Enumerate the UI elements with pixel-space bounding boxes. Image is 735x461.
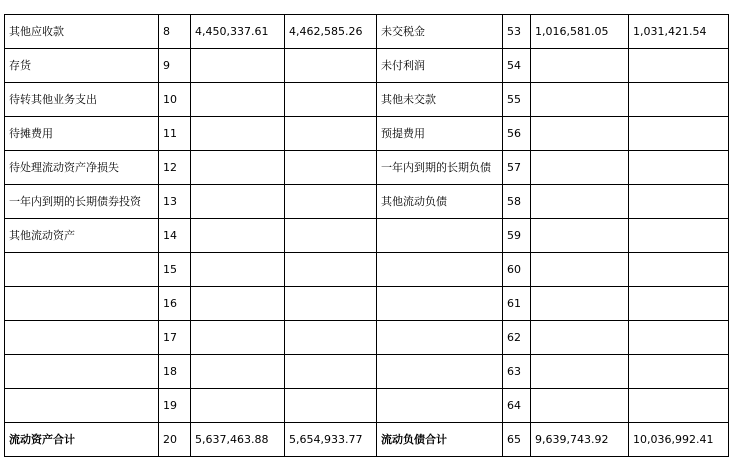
liab-line-cell[interactable]: 58 xyxy=(503,185,531,219)
table-row xyxy=(5,49,729,83)
liab-line-cell[interactable]: 54 xyxy=(503,49,531,83)
table-row xyxy=(5,83,729,117)
table-row xyxy=(5,253,729,287)
liab-label-cell[interactable]: 预提费用 xyxy=(377,117,503,151)
liab-line-cell[interactable]: 62 xyxy=(503,321,531,355)
liab-line-cell[interactable]: 59 xyxy=(503,219,531,253)
liab-label-cell[interactable] xyxy=(377,253,503,287)
liab-begin-cell[interactable] xyxy=(531,253,629,287)
asset-label-cell[interactable]: 待摊费用 xyxy=(5,117,159,151)
liab-label-cell[interactable] xyxy=(377,321,503,355)
liab-begin-cell[interactable] xyxy=(531,83,629,117)
asset-begin-cell[interactable] xyxy=(191,219,285,253)
liab-end-cell[interactable] xyxy=(629,151,729,185)
liab-label-cell[interactable] xyxy=(377,219,503,253)
table-row xyxy=(5,185,729,219)
liab-begin-cell[interactable]: 9,639,743.92 xyxy=(531,423,629,457)
asset-end-cell[interactable] xyxy=(285,219,377,253)
liab-end-cell[interactable] xyxy=(629,83,729,117)
balance-sheet-table xyxy=(4,14,729,457)
asset-end-cell[interactable] xyxy=(285,287,377,321)
asset-label-cell[interactable]: 其他应收款 xyxy=(5,15,159,49)
liab-line-cell[interactable]: 65 xyxy=(503,423,531,457)
asset-begin-cell[interactable] xyxy=(191,185,285,219)
liab-end-cell[interactable] xyxy=(629,185,729,219)
asset-line-cell[interactable]: 14 xyxy=(159,219,191,253)
liab-label-cell[interactable] xyxy=(377,355,503,389)
liab-end-cell[interactable] xyxy=(629,287,729,321)
asset-end-cell[interactable] xyxy=(285,49,377,83)
total-row xyxy=(5,423,729,457)
asset-total-label[interactable]: 流动资产合计 xyxy=(5,423,159,457)
liab-end-cell[interactable] xyxy=(629,219,729,253)
table-row xyxy=(5,321,729,355)
asset-begin-cell[interactable] xyxy=(191,355,285,389)
liab-line-cell[interactable]: 63 xyxy=(503,355,531,389)
liab-end-cell[interactable] xyxy=(629,253,729,287)
liab-label-cell[interactable] xyxy=(377,287,503,321)
asset-line-cell[interactable]: 11 xyxy=(159,117,191,151)
asset-line-cell[interactable]: 18 xyxy=(159,355,191,389)
asset-end-cell[interactable] xyxy=(285,355,377,389)
table-row xyxy=(5,389,729,423)
liab-line-cell[interactable]: 53 xyxy=(503,15,531,49)
liab-begin-cell[interactable] xyxy=(531,219,629,253)
asset-line-cell[interactable]: 16 xyxy=(159,287,191,321)
asset-end-cell[interactable] xyxy=(285,389,377,423)
liab-line-cell[interactable]: 55 xyxy=(503,83,531,117)
asset-line-cell[interactable]: 9 xyxy=(159,49,191,83)
asset-begin-cell[interactable] xyxy=(191,253,285,287)
liab-label-cell[interactable]: 其他未交款 xyxy=(377,83,503,117)
asset-end-cell[interactable]: 5,654,933.77 xyxy=(285,423,377,457)
liab-begin-cell[interactable] xyxy=(531,49,629,83)
liab-line-cell[interactable]: 60 xyxy=(503,253,531,287)
asset-label-cell[interactable] xyxy=(5,355,159,389)
liab-total-label[interactable]: 流动负债合计 xyxy=(377,423,503,457)
asset-label-cell[interactable]: 待转其他业务支出 xyxy=(5,83,159,117)
asset-begin-cell[interactable] xyxy=(191,321,285,355)
liab-begin-cell[interactable] xyxy=(531,185,629,219)
asset-end-cell[interactable] xyxy=(285,321,377,355)
liab-line-cell[interactable]: 57 xyxy=(503,151,531,185)
asset-end-cell[interactable] xyxy=(285,151,377,185)
table-row xyxy=(5,151,729,185)
liab-end-cell[interactable] xyxy=(629,49,729,83)
liab-end-cell[interactable]: 10,036,992.41 xyxy=(629,423,729,457)
liab-label-cell[interactable]: 一年内到期的长期负债 xyxy=(377,151,503,185)
liab-begin-cell[interactable]: 1,016,581.05 xyxy=(531,15,629,49)
table-row xyxy=(5,219,729,253)
asset-begin-cell[interactable]: 4,450,337.61 xyxy=(191,15,285,49)
asset-line-cell[interactable]: 8 xyxy=(159,15,191,49)
liab-end-cell[interactable] xyxy=(629,389,729,423)
liab-line-cell[interactable]: 64 xyxy=(503,389,531,423)
liab-end-cell[interactable] xyxy=(629,355,729,389)
liab-begin-cell[interactable] xyxy=(531,287,629,321)
liab-begin-cell[interactable] xyxy=(531,151,629,185)
asset-end-cell[interactable] xyxy=(285,117,377,151)
asset-end-cell[interactable] xyxy=(285,83,377,117)
liab-end-cell[interactable]: 1,031,421.54 xyxy=(629,15,729,49)
liab-label-cell[interactable]: 其他流动负债 xyxy=(377,185,503,219)
liab-label-cell[interactable]: 未交税金 xyxy=(377,15,503,49)
table-row xyxy=(5,287,729,321)
liab-line-cell[interactable]: 61 xyxy=(503,287,531,321)
table-row xyxy=(5,355,729,389)
asset-begin-cell[interactable] xyxy=(191,151,285,185)
asset-label-cell[interactable]: 其他流动资产 xyxy=(5,219,159,253)
liab-end-cell[interactable] xyxy=(629,321,729,355)
asset-label-cell[interactable] xyxy=(5,253,159,287)
asset-label-cell[interactable]: 一年内到期的长期债券投资 xyxy=(5,185,159,219)
asset-label-cell[interactable] xyxy=(5,321,159,355)
liab-label-cell[interactable]: 未付利润 xyxy=(377,49,503,83)
asset-line-cell[interactable]: 12 xyxy=(159,151,191,185)
asset-label-cell[interactable] xyxy=(5,389,159,423)
asset-end-cell[interactable]: 4,462,585.26 xyxy=(285,15,377,49)
table-row xyxy=(5,15,729,49)
liab-begin-cell[interactable] xyxy=(531,321,629,355)
asset-begin-cell[interactable] xyxy=(191,389,285,423)
asset-begin-cell[interactable]: 5,637,463.88 xyxy=(191,423,285,457)
asset-label-cell[interactable]: 待处理流动资产净损失 xyxy=(5,151,159,185)
liab-end-cell[interactable] xyxy=(629,117,729,151)
asset-line-cell[interactable]: 13 xyxy=(159,185,191,219)
asset-line-cell[interactable]: 15 xyxy=(159,253,191,287)
asset-begin-cell[interactable] xyxy=(191,49,285,83)
asset-begin-cell[interactable] xyxy=(191,83,285,117)
asset-line-cell[interactable]: 20 xyxy=(159,423,191,457)
liab-begin-cell[interactable] xyxy=(531,389,629,423)
liab-begin-cell[interactable] xyxy=(531,117,629,151)
asset-line-cell[interactable]: 10 xyxy=(159,83,191,117)
liab-label-cell[interactable] xyxy=(377,389,503,423)
asset-end-cell[interactable] xyxy=(285,185,377,219)
asset-label-cell[interactable]: 存货 xyxy=(5,49,159,83)
asset-line-cell[interactable]: 19 xyxy=(159,389,191,423)
asset-begin-cell[interactable] xyxy=(191,287,285,321)
liab-begin-cell[interactable] xyxy=(531,355,629,389)
asset-begin-cell[interactable] xyxy=(191,117,285,151)
asset-line-cell[interactable]: 17 xyxy=(159,321,191,355)
asset-label-cell[interactable] xyxy=(5,287,159,321)
table-row xyxy=(5,117,729,151)
liab-line-cell[interactable]: 56 xyxy=(503,117,531,151)
asset-end-cell[interactable] xyxy=(285,253,377,287)
